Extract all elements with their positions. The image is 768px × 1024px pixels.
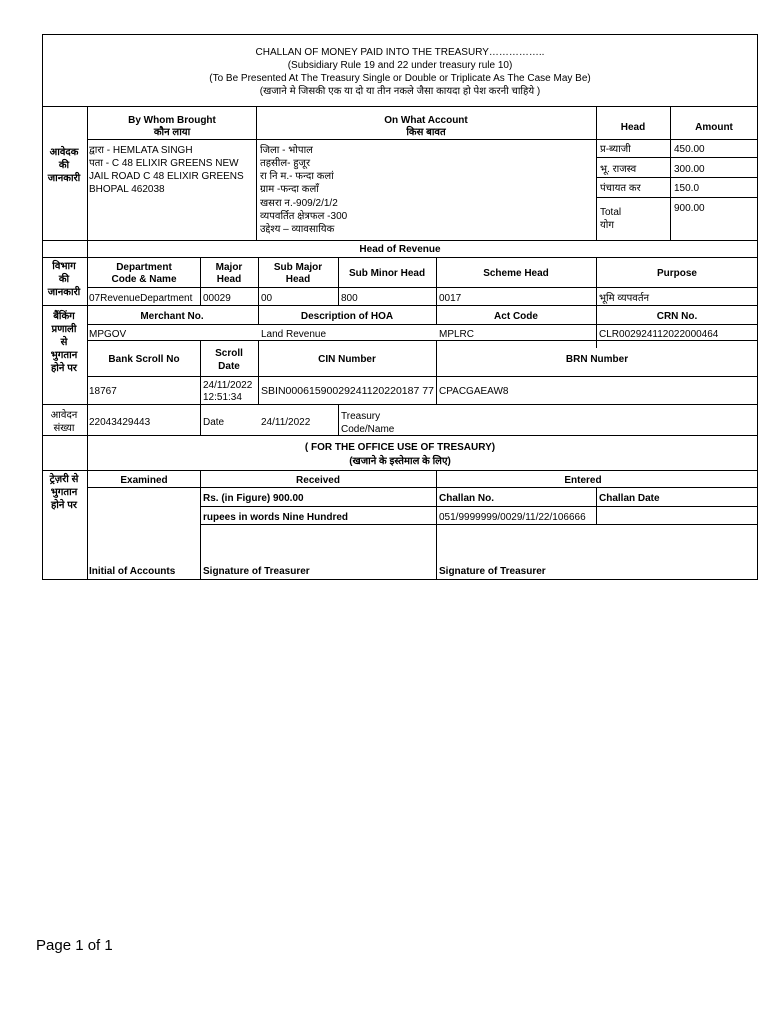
amount-header: Amount bbox=[695, 122, 733, 133]
brn-header: BRN Number bbox=[565, 354, 629, 365]
total-label-hindi: योग bbox=[600, 220, 615, 231]
cin-value: SBIN00061590029241120220187 77 bbox=[261, 386, 435, 397]
application-date: 24/11/2022 bbox=[261, 417, 311, 428]
challan-title: CHALLAN OF MONEY PAID INTO THE TREASURY…………….. bbox=[255, 47, 545, 58]
brought-line-2: पता - C 48 ELIXIR GREENS NEW bbox=[89, 158, 239, 169]
account-line-1: जिला - भोपाल bbox=[260, 145, 313, 156]
office-side-label-2: भुगतान bbox=[50, 487, 78, 498]
examined-header: Examined bbox=[120, 475, 168, 486]
bank-side-label-2: प्रणाली bbox=[51, 324, 77, 335]
subminor-header: Sub Minor Head bbox=[348, 268, 426, 279]
entered-header: Entered bbox=[564, 475, 602, 486]
signature-of-treasurer-2: Signature of Treasurer bbox=[439, 566, 546, 577]
amount-interest: 450.00 bbox=[674, 144, 705, 155]
scroll-time-value: 12:51:34 bbox=[203, 392, 242, 403]
presentation-note-hindi: (खजाने मे जिसकी एक या दो या तीन नकले जैसा कायदा हो पेश करनी चाहिये ) bbox=[259, 86, 541, 97]
scroll-date-value: 24/11/2022 bbox=[203, 380, 253, 391]
page-number: Page 1 of 1 bbox=[36, 937, 113, 954]
application-date-label: Date bbox=[203, 417, 225, 428]
application-side-label-2: संख्या bbox=[53, 423, 75, 434]
purpose-header: Purpose bbox=[656, 268, 698, 279]
revenue-side-label-3: जानकारी bbox=[47, 287, 81, 298]
brought-line-3: JAIL ROAD C 48 ELIXIR GREENS bbox=[89, 171, 244, 182]
bank-side-label-1: बैंकिंग bbox=[53, 311, 75, 322]
dept-value: 07RevenueDepartment bbox=[89, 293, 193, 304]
subsidiary-rule: (Subsidiary Rule 19 and 22 under treasury rule 10) bbox=[287, 60, 513, 71]
head-header: Head bbox=[620, 122, 646, 133]
account-header-hindi: किस बावत bbox=[406, 127, 446, 138]
account-line-2: तहसील- हुजूर bbox=[260, 158, 311, 169]
amount-in-figure: Rs. (in Figure) 900.00 bbox=[203, 493, 304, 504]
purpose-value: भूमि व्यपवर्तन bbox=[599, 293, 650, 304]
bank-side-label-3: से bbox=[60, 337, 68, 348]
merchant-value: MPGOV bbox=[89, 329, 127, 340]
revenue-side-label-2: की bbox=[58, 274, 70, 285]
initial-of-accounts: Initial of Accounts bbox=[89, 566, 176, 577]
brn-value: CPACGAEAW8 bbox=[439, 386, 509, 397]
dept-header-1: Department bbox=[116, 262, 172, 273]
dept-header-2: Code & Name bbox=[111, 274, 177, 285]
major-value: 00029 bbox=[203, 293, 231, 304]
office-title: ( FOR THE OFFICE USE OF TRESAURY) bbox=[304, 442, 496, 453]
application-side-label-1: आवेदन bbox=[50, 410, 78, 421]
major-header-2: Head bbox=[216, 274, 242, 285]
treasury-label-1: Treasury bbox=[341, 411, 381, 422]
applicant-side-label-1: आवेदक bbox=[49, 147, 79, 158]
brought-header-hindi: कौन लाया bbox=[153, 127, 191, 138]
signature-of-treasurer-1: Signature of Treasurer bbox=[203, 566, 310, 577]
head-interest: प्र-ब्याजी bbox=[600, 144, 631, 155]
total-amount: 900.00 bbox=[674, 203, 705, 214]
brought-header: By Whom Brought bbox=[128, 115, 216, 126]
applicant-side-label-3: जानकारी bbox=[47, 173, 81, 184]
bank-side-label-5: होने पर bbox=[51, 363, 77, 374]
amount-panchayat-tax: 150.0 bbox=[674, 183, 700, 194]
hoa-header: Description of HOA bbox=[300, 311, 394, 322]
presentation-note: (To Be Presented At The Treasury Single or Double or Triplicate As The Case May Be) bbox=[209, 73, 591, 84]
account-line-6: व्यपवर्तित क्षेत्रफल -300 bbox=[260, 211, 348, 222]
office-side-label-1: ट्रेज़री से bbox=[49, 474, 79, 485]
account-line-3: रा नि म.- फन्दा कलां bbox=[260, 171, 334, 182]
scheme-header: Scheme Head bbox=[483, 268, 549, 279]
challan-form bbox=[42, 34, 758, 580]
crn-header: CRN No. bbox=[656, 311, 698, 322]
submajor-header-2: Head bbox=[285, 274, 311, 285]
office-title-hindi: (खजाने के इस्तेमाल के लिए) bbox=[349, 456, 451, 467]
treasury-label-2: Code/Name bbox=[341, 424, 395, 435]
total-label: Total bbox=[600, 207, 622, 218]
applicant-side-label-2: की bbox=[58, 160, 70, 171]
head-panchayat-tax: पंचायत कर bbox=[600, 183, 641, 194]
scroll-no-value: 18767 bbox=[89, 386, 117, 397]
bank-side-label-4: भुगतान bbox=[50, 350, 78, 361]
submajor-header-1: Sub Major bbox=[273, 262, 323, 273]
act-header: Act Code bbox=[494, 311, 538, 322]
merchant-header: Merchant No. bbox=[140, 311, 204, 322]
amount-land-revenue: 300.00 bbox=[674, 164, 705, 175]
hoa-value: Land Revenue bbox=[261, 329, 327, 340]
received-header: Received bbox=[296, 475, 340, 486]
application-number: 22043429443 bbox=[89, 417, 151, 428]
account-line-4: ग्राम -फन्दा कलाँ bbox=[260, 184, 319, 195]
scroll-no-header: Bank Scroll No bbox=[108, 354, 180, 365]
scroll-date-header-1: Scroll bbox=[215, 348, 243, 359]
account-line-5: खसरा न.-909/2/1/2 bbox=[260, 198, 338, 209]
brought-line-4: BHOPAL 462038 bbox=[89, 184, 165, 195]
brought-line-1: द्वारा - HEMLATA SINGH bbox=[89, 145, 193, 156]
account-line-7: उद्देश्य – व्यावसायिक bbox=[260, 224, 335, 235]
cin-header: CIN Number bbox=[318, 354, 376, 365]
challan-no-value: 051/9999999/0029/11/22/106666 bbox=[439, 512, 586, 523]
scroll-date-header-2: Date bbox=[218, 361, 240, 372]
act-value: MPLRC bbox=[439, 329, 475, 340]
subminor-value: 800 bbox=[341, 293, 358, 304]
challan-date-label: Challan Date bbox=[599, 493, 660, 504]
account-header: On What Account bbox=[384, 115, 468, 126]
office-side-label-3: होने पर bbox=[51, 500, 77, 511]
challan-no-label: Challan No. bbox=[439, 493, 495, 504]
revenue-title: Head of Revenue bbox=[359, 244, 441, 255]
major-header-1: Major bbox=[215, 262, 243, 273]
amount-in-words: rupees in words Nine Hundred bbox=[203, 512, 349, 523]
crn-value: CLR002924112022000464 bbox=[599, 329, 719, 340]
submajor-value: 00 bbox=[261, 293, 273, 304]
revenue-side-label-1: विभाग bbox=[52, 261, 76, 272]
head-land-revenue: भू. राजस्व bbox=[600, 164, 637, 175]
scheme-value: 0017 bbox=[439, 293, 462, 304]
